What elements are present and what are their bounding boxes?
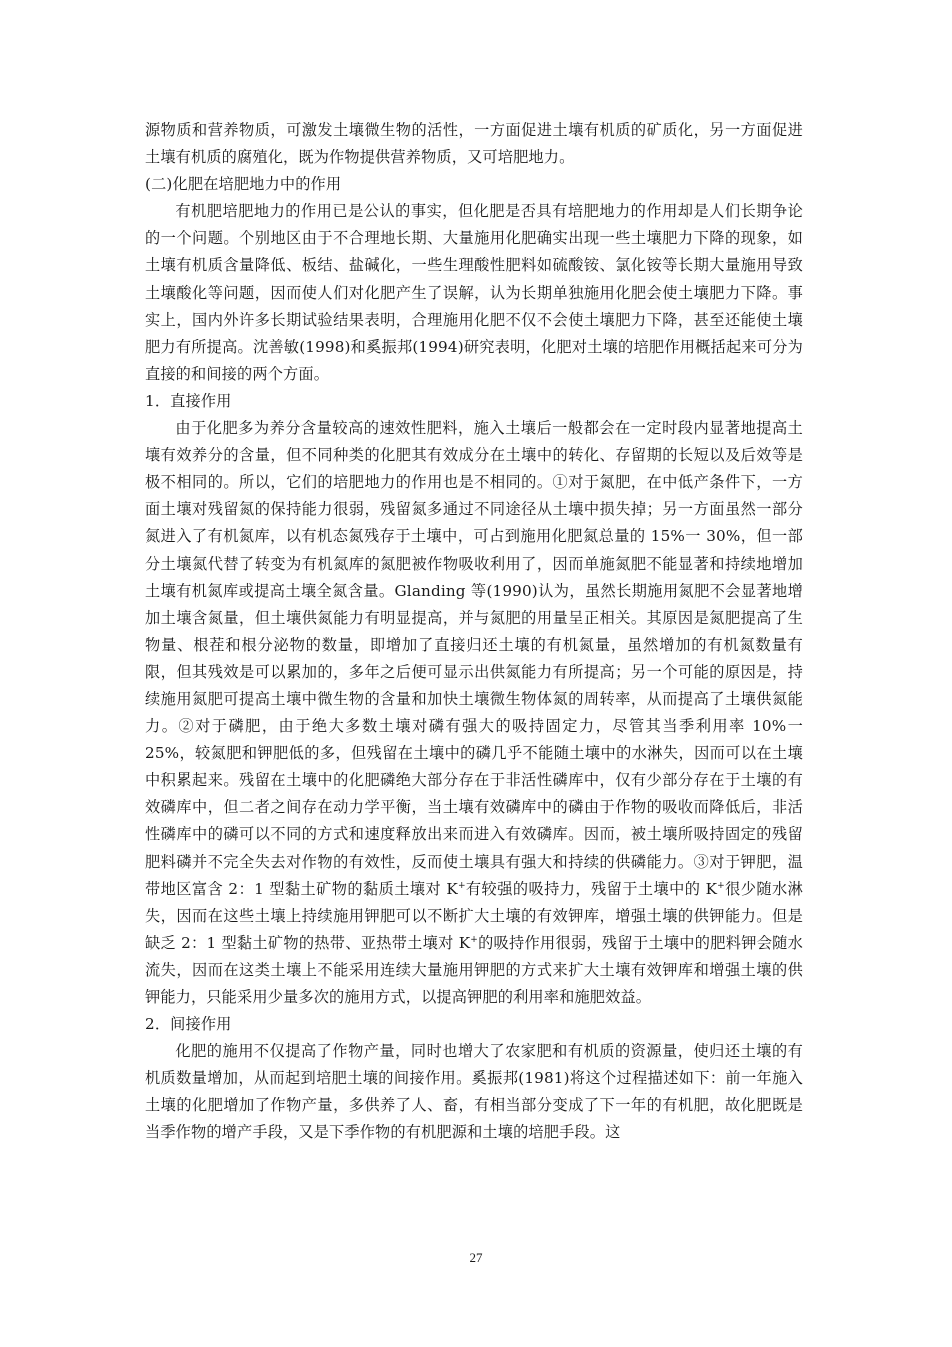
page-number: 27 <box>469 1250 483 1265</box>
section-heading-fertilizer: (二)化肥在培肥地力中的作用 <box>145 175 342 194</box>
paragraph-continuation: 源物质和营养物质，可激发土壤微生物的活性，一方面促进土壤有机质的矿质化，另一方面促进土壤有机质的腐殖化，既为作物提供营养物质，又可培肥地力。 <box>145 121 803 167</box>
paragraph-organic-vs-chemical: 有机肥培肥地力的作用已是公认的事实，但化肥是否具有培肥地力的作用却是人们长期争论的一个问题。个别地区由于不合理地长期、大量施用化肥确实出现一些土壤肥力下降的现象，如土壤有机质含量降低、板结、盐碱化，一些生理酸性肥料如硫酸铵、氯化铵等长期大量施用导致土壤酸化等问题，因而使人们对化肥产生了误解，认为长期单独施用化肥会使土壤肥力下降。事实上，国内外许多长期试验结果表明，合理施用化肥不仅不会使土壤肥力下降，甚至还能使土壤肥力有所提高。沈善敏(1998)和奚振邦(1994)研究表明，化肥对土壤的培肥作用概括起来可分为直接的和间接的两个方面。 <box>145 202 803 383</box>
paragraph-direct-effect <box>145 415 803 1011</box>
direct-effect-text-b: 有较强的吸持力，残留于土壤中的 K <box>465 879 718 898</box>
direct-effect-text-d: 的吸持作用很弱，残留于土壤中的肥料钾会随水流失，因而在这类土壤上不能采用连续大量施用钾肥的方式来扩大土壤有效钾库和增强土壤的供钾能力，只能采用少量多次的施用方式，以提高钾肥的利用率和施肥效益。 <box>145 933 803 1006</box>
direct-effect-text-a: 由于化肥多为养分含量较高的速效性肥料，施入土壤后一般都会在一定时段内显著地提高土壤有效养分的含量，但不同种类的化肥其有效成分在土壤中的转化、存留期的长短以及后效等是极不相同的。所以，它们的培肥地力的作用也是不相同的。①对于氮肥，在中低产条件下，一方面土壤对残留氮的保持能力很弱，残留氮多通过不同途径从土壤中损失掉；另一方面虽然一部分氮进入了有机氮库，以有机态氮残存于土壤中，可占到施用化肥氮总量的 15%一 30%，但一部分土壤氮代替了转变为有机氮库的氮肥被作物吸收利用了，因而单施氮肥不能显著和持续地增加土壤有机氮库或提高土壤全氮含量。Glanding 等(1990)认为，虽然长期施用氮肥不会显著地增加土壤含氮量，但土壤供氮能力有明显提高，并与氮肥的用量呈正相关。其原因是氮肥提高了生物量、根茬和根分泌物的数量，即增加了直接归还土壤的有机氮量，虽然增加的有机氮数量有限，但其残效是可以累加的，多年之后便可显示出供氮能力有所提高；另一个可能的原因是，持续施用氮肥可提高土壤中微生物的含量和加快土壤微生物体氮的周转率，从而提高了土壤供氮能力。②对于磷肥，由于绝大多数土壤对磷有强大的吸持固定力，尽管其当季利用率 10%一 25%，较氮肥和钾肥低的多，但残留在土壤中的磷几乎不能随土壤中的水淋失，因而可以在土壤中积累起来。残留在土壤中的化肥磷绝大部分存在于非活性磷库中，仅有少部分存在于土壤的有效磷库中，但二者之间存在动力学平衡，当土壤有效磷库中的磷由于作物的吸收而降低后，非活性磷库中的磷可以不同的方式和速度释放出来而进入有效磷库。因而，被土壤所吸持固定的残留肥料磷并不完全失去对作物的有效性，反而使土壤具有强大和持续的供磷能力。③对于钾肥，温带地区富含 2：1 型黏土矿物的黏质土壤对 K <box>145 419 803 898</box>
superscript-plus: + <box>470 934 478 945</box>
subheading-indirect-effect: 2．间接作用 <box>145 1015 232 1034</box>
subheading-direct-effect: 1．直接作用 <box>145 391 232 410</box>
document-body <box>145 117 803 1147</box>
paragraph-indirect-effect: 化肥的施用不仅提高了作物产量，同时也增大了农家肥和有机质的资源量，使归还土壤的有机质数量增加，从而起到培肥土壤的间接作用。奚振邦(1981)将这个过程描述如下：前一年施入土壤的化肥增加了作物产量，多供养了人、畜，有相当部分变成了下一年的有机肥，故化肥既是当季作物的增产手段，又是下季作物的有机肥源和土壤的培肥手段。这 <box>145 1042 803 1142</box>
direct-effect-text-c: 很少随水淋失，因而在这些土壤上持续施用钾肥可以不断扩大土壤的有效钾库，增强土壤的供钾能力。但是缺乏 2：1 型黏土矿物的热带、亚热带土壤对 K <box>145 879 804 952</box>
superscript-plus: + <box>457 880 466 891</box>
superscript-plus: + <box>717 880 725 891</box>
